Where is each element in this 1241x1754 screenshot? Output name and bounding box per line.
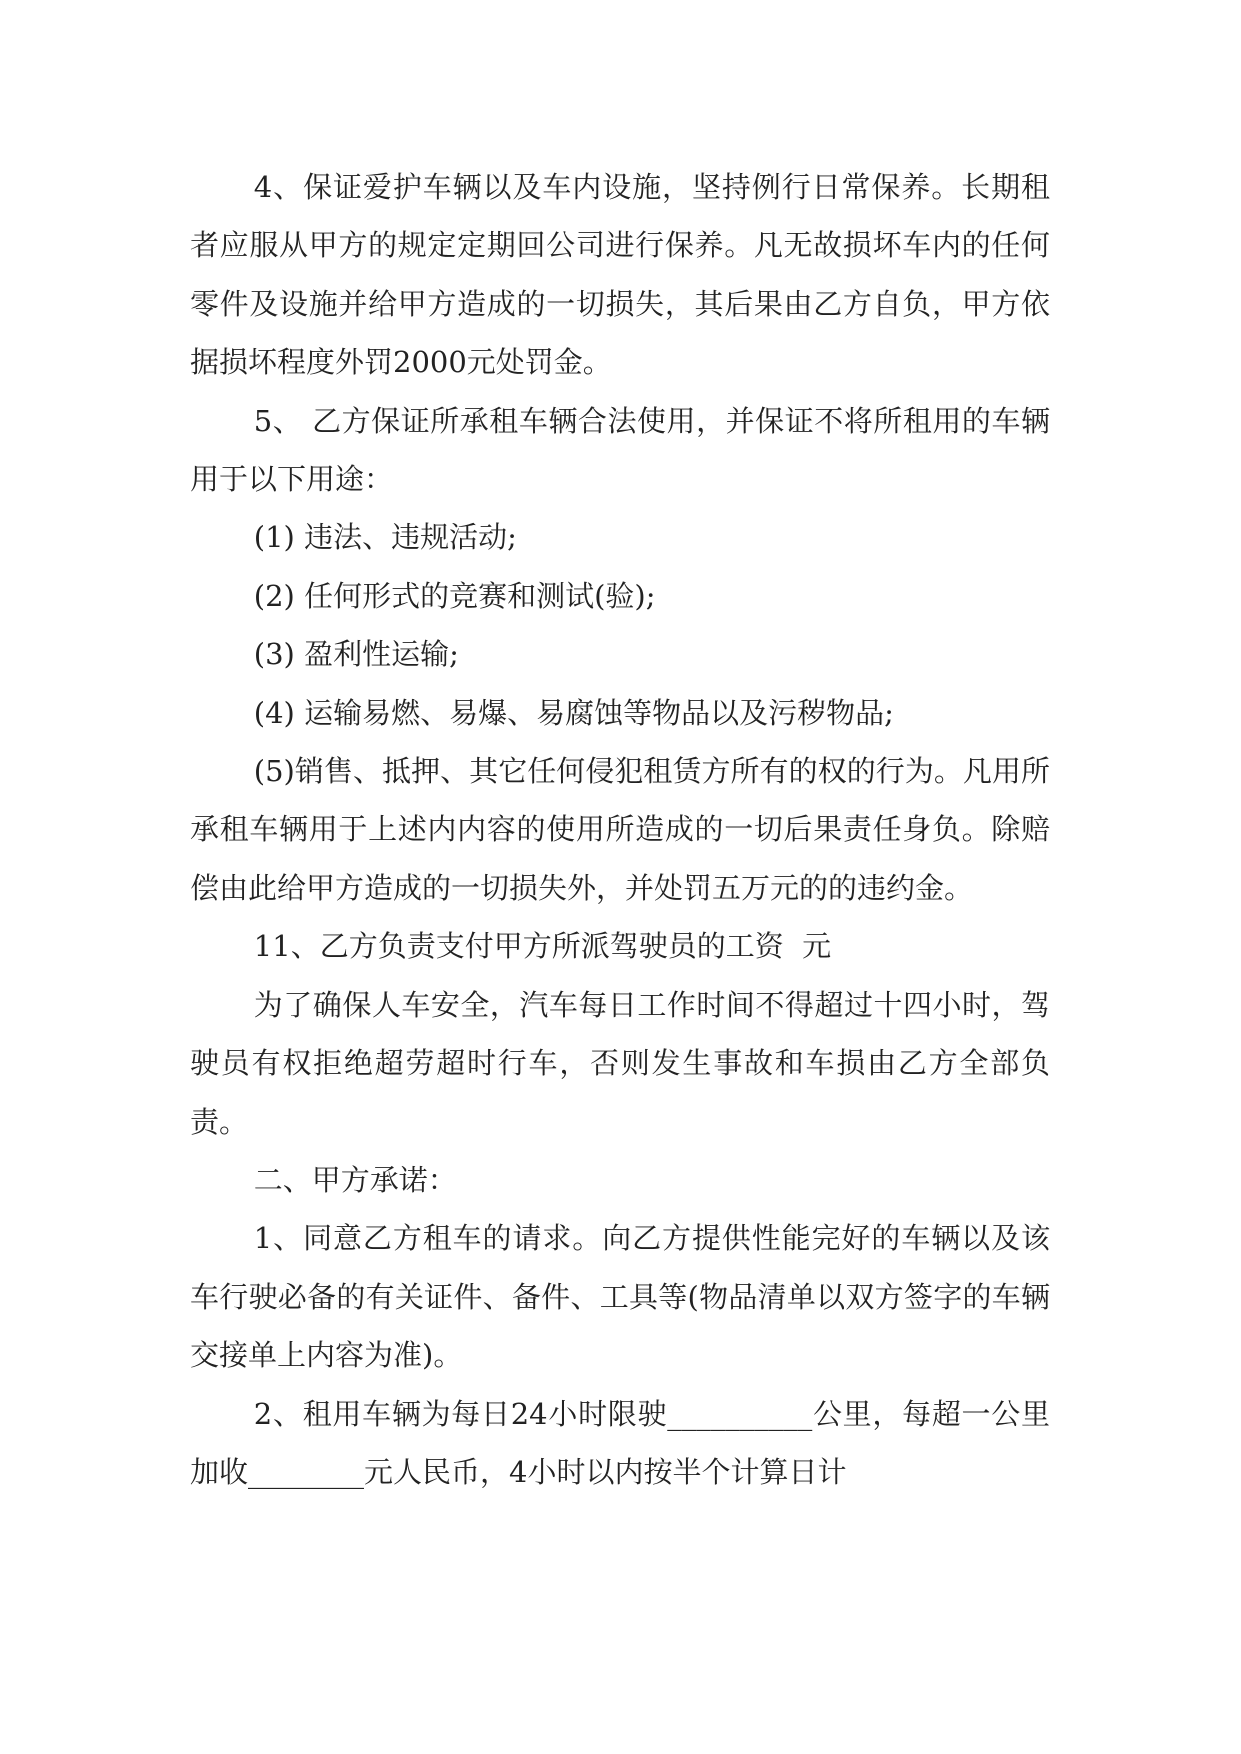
clause-5-legal-use: 5、 乙方保证所承租车辆合法使用，并保证不将所租用的车辆用于以下用途： xyxy=(190,403,1050,497)
document-body xyxy=(190,158,1050,1501)
clause-4-maintenance: 4、保证爱护车辆以及车内设施，坚持例行日常保养。长期租者应服从甲方的规定定期回公司进行保养。凡无故损坏车内的任何零件及设施并给甲方造成的一切损失，其后果由乙方自负，甲方依据损坏程度外罚2000元处罚金。 xyxy=(190,170,1050,380)
party-a-clause-1: 1、同意乙方租车的请求。向乙方提供性能完好的车辆以及该车行驶必备的有关证件、备件、工具等(物品清单以双方签字的车辆交接单上内容为准)。 xyxy=(190,1221,1050,1373)
prohibited-use-5: (5)销售、抵押、其它任何侵犯租赁方所有的权的行为。凡用所承租车辆用于上述内内容的使用所造成的一切后果责任身负。除赔偿由此给甲方造成的一切损失外，并处罚五万元的的违约金。 xyxy=(190,754,1050,905)
working-hours-clause: 为了确保人车安全，汽车每日工作时间不得超过十四小时，驾驶员有权拒绝超劳超时行车，否则发生事故和车损由乙方全部负责。 xyxy=(190,987,1050,1139)
prohibited-use-1: (1) 违法、违规活动; xyxy=(253,520,517,555)
party-a-clause-2: 2、租用车辆为每日24小时限驶__________公里，每超一公里加收________元人民币，4小时以内按半个计算日计 xyxy=(190,1396,1050,1489)
prohibited-use-2: (2) 任何形式的竞赛和测试(验); xyxy=(253,578,656,613)
prohibited-use-4: (4) 运输易燃、易爆、易腐蚀等物品以及污秽物品; xyxy=(253,695,894,730)
section-heading-party-a: 二、甲方承诺： xyxy=(253,1162,457,1197)
prohibited-use-3: (3) 盈利性运输; xyxy=(253,637,459,672)
clause-11-driver-wage: 11、乙方负责支付甲方所派驾驶员的工资 元 xyxy=(253,929,832,964)
